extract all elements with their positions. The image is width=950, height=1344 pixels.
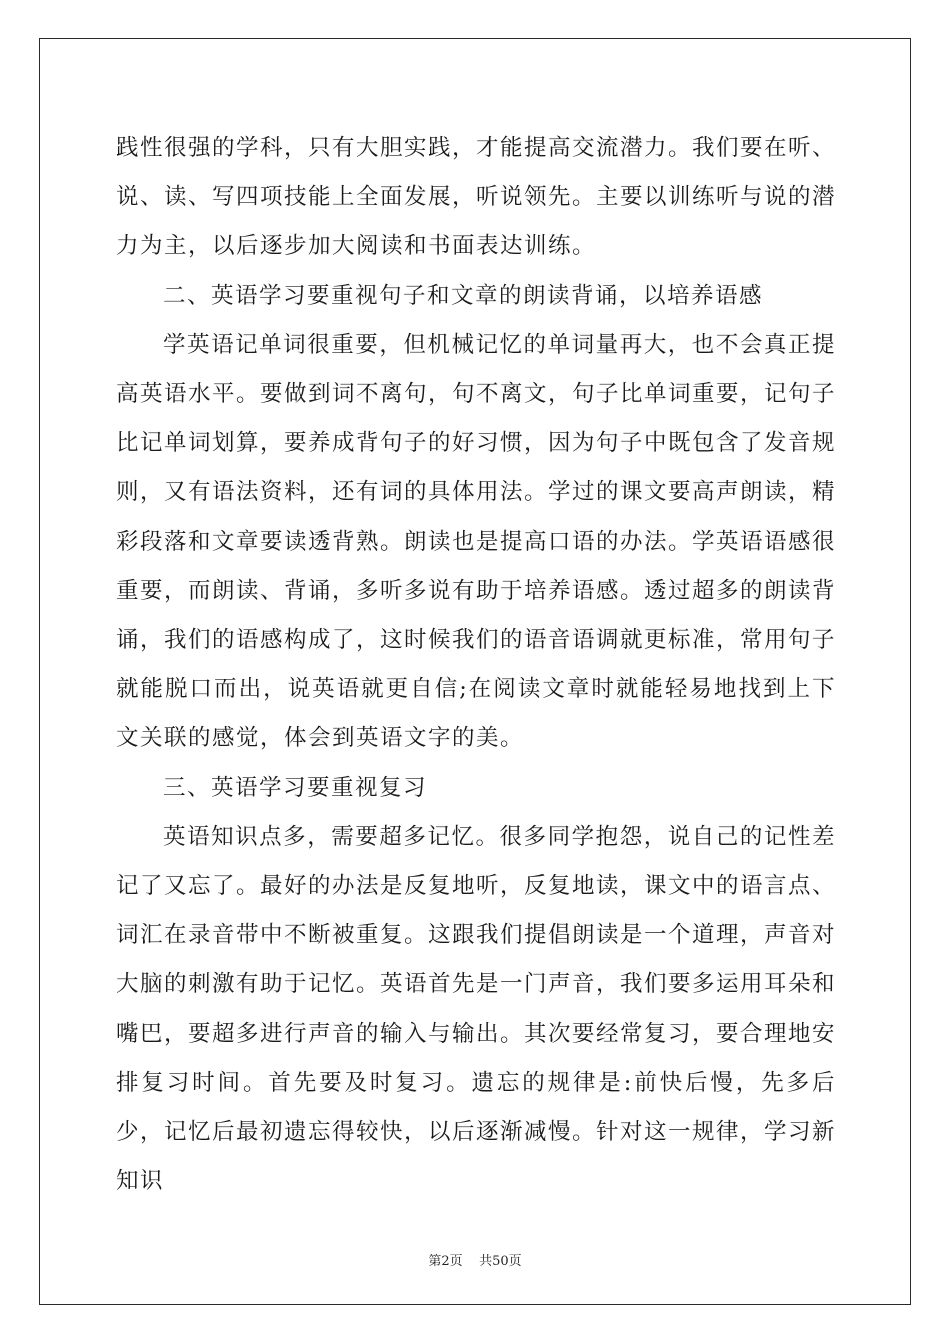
page-footer (0, 1250, 950, 1269)
document-body (116, 124, 836, 1206)
paragraph-3: 英语知识点多，需要超多记忆。很多同学抱怨，说自己的记性差记了又忘了。最好的办法是反复地听，反复地读，课文中的语言点、词汇在录音带中不断被重复。这跟我们提倡朗读是一个道理，声音对大脑的刺激有助于记忆。英语首先是一门声音，我们要多运用耳朵和嘴巴，要超多进行声音的输入与输出。其次要经常复习，要合理地安排复习时间。首先要及时复习。遗忘的规律是:前快后慢，先多后少，记忆后最初遗忘得较快，以后逐渐减慢。针对这一规律，学习新知识 (116, 823, 837, 1195)
paragraph-2: 学英语记单词很重要，但机械记忆的单词量再大，也不会真正提高英语水平。要做到词不离句，句不离文，句子比单词重要，记句子比记单词划算，要养成背句子的好习惯，因为句子中既包含了发音规则，又有语法资料，还有词的具体用法。学过的课文要高声朗读，精彩段落和文章要读透背熟。朗读也是提高口语的办法。学英语语感很重要，而朗读、背诵，多听多说有助于培养语感。透过超多的朗读背诵，我们的语感构成了，这时候我们的语音语调就更标准，常用句子就能脱口而出，说英语就更自信;在阅读文章时就能轻易地找到上下文关联的感觉，体会到英语文字的美。 (116, 331, 837, 752)
page-total: 共50页 (479, 1254, 522, 1269)
section-heading-2: 二、英语学习要重视句子和文章的朗读背诵，以培养语感 (163, 282, 764, 309)
page-number: 第2页 (428, 1254, 463, 1269)
paragraph-1: 践性很强的学科，只有大胆实践，才能提高交流潜力。我们要在听、说、读、写四项技能上全面发展，听说领先。主要以训练听与说的潜力为主，以后逐步加大阅读和书面表达训练。 (116, 135, 837, 260)
section-heading-3: 三、英语学习要重视复习 (163, 774, 428, 801)
